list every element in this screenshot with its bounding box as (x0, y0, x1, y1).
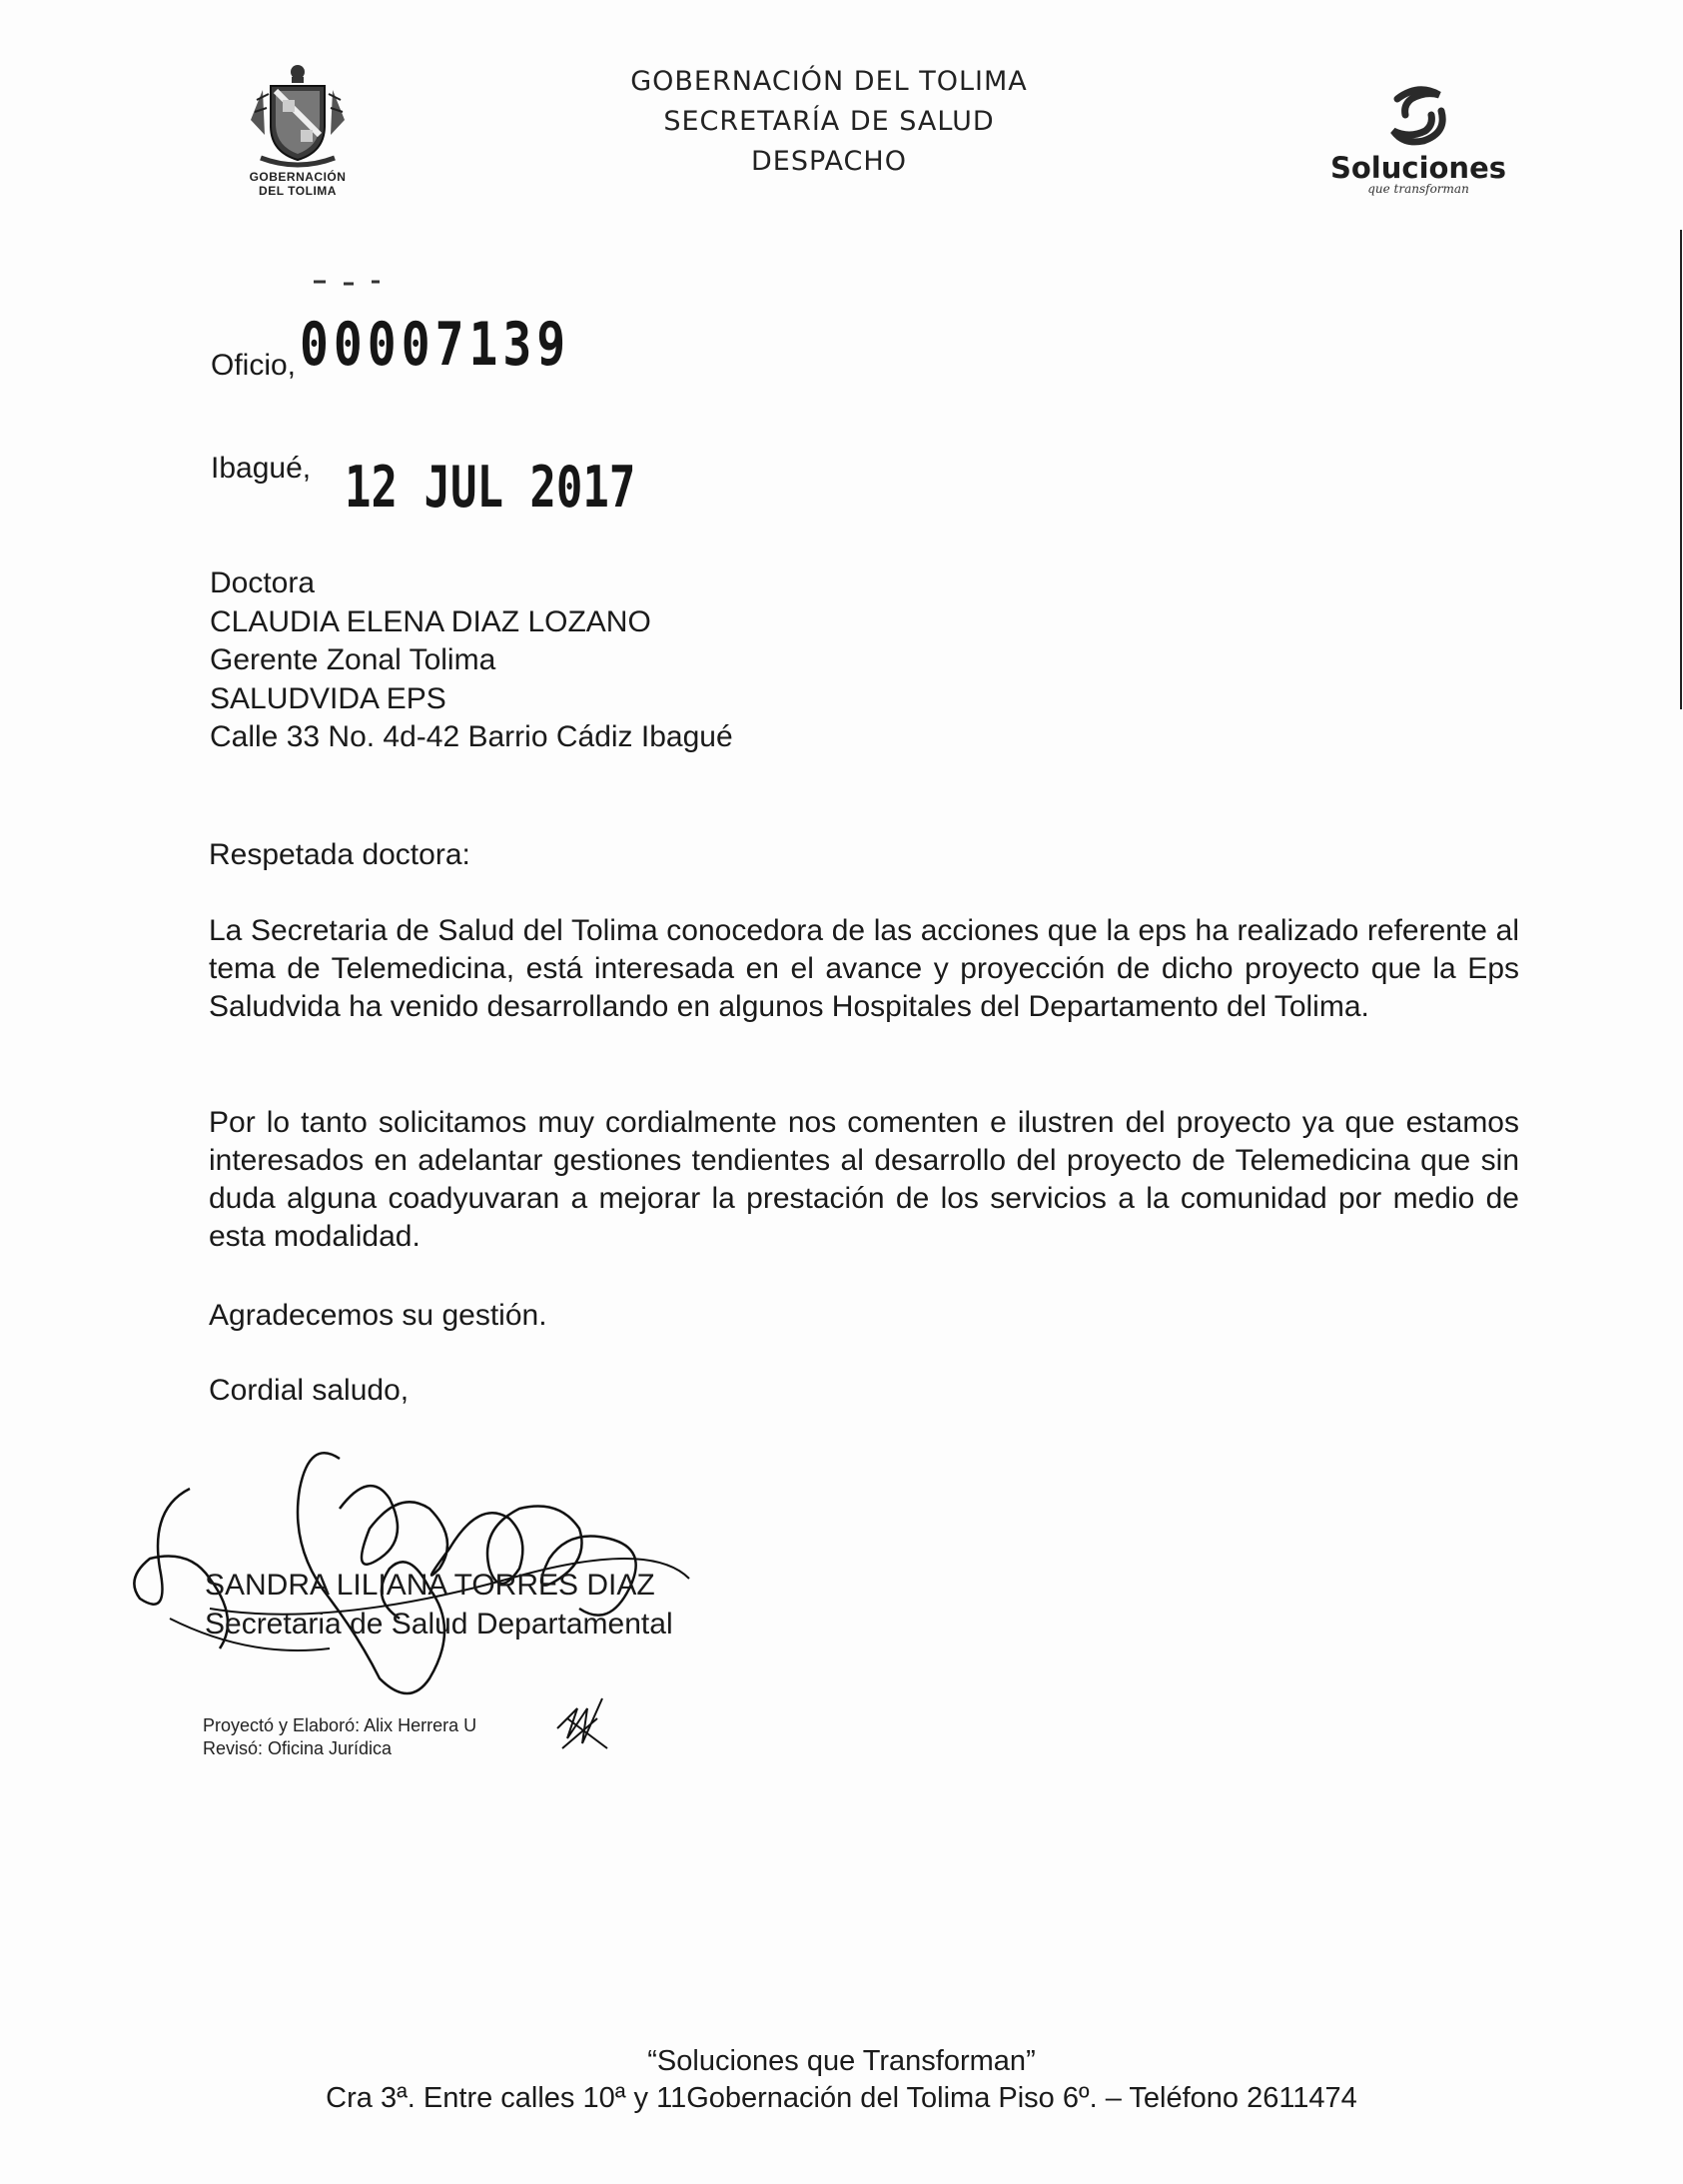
recipient-title: Doctora (210, 566, 316, 599)
letterhead-line2: SECRETARÍA DE SALUD (663, 106, 995, 137)
soluciones-logo (1318, 85, 1518, 196)
recipient-organization: SALUDVIDA EPS (210, 681, 446, 715)
closing-line: Cordial saludo, (209, 1374, 410, 1407)
footer-slogan: “Soluciones que Transforman” (647, 2045, 1036, 2077)
recipient-name: CLAUDIA ELENA DIAZ LOZANO (210, 604, 651, 638)
brand-name: Soluciones (1329, 151, 1507, 185)
brand-tagline: que transforman (1367, 182, 1469, 196)
date-stamp: 12 JUL 2017 (345, 455, 636, 522)
swirl-logo-icon (1383, 85, 1453, 147)
salutation: Respetada doctora: (209, 838, 470, 871)
letterhead-line1: GOBERNACIÓN DEL TOLIMA (630, 66, 1028, 97)
oficio-number-stamp: 00007139 (300, 310, 571, 380)
prepared-by: Proyectó y Elaboró: Alix Herrera U (203, 1715, 477, 1735)
scan-marks (310, 268, 410, 288)
oficio-label: Oficio, (211, 349, 297, 382)
city-label: Ibagué, (211, 452, 312, 485)
signer-title: Secretaria de Salud Departamental (205, 1608, 673, 1640)
recipient-position: Gerente Zonal Tolima (210, 643, 496, 676)
coat-of-arms-icon (243, 60, 353, 170)
recipient-block (210, 564, 733, 757)
letterhead-line3: DESPACHO (751, 146, 907, 177)
crest-caption-line2: DEL TOLIMA (259, 184, 337, 198)
body-paragraph-1: La Secretaria de Salud del Tolima conocedora de las acciones que la eps ha realizado referente al tema de Telemedicina, está interesada en el avance y proyección de dicho proyecto que la Eps Saludvida ha venido desarrollando en algunos Hospitales del Departamento del Tolima. (209, 914, 1519, 1023)
signer-name: SANDRA LILIANA TORRES DIAZ (205, 1569, 655, 1602)
thanks-line: Agradecemos su gestión. (209, 1299, 547, 1332)
gobernacion-crest-logo (228, 60, 368, 210)
initials-mark (547, 1688, 617, 1758)
scan-edge-line (1680, 230, 1682, 709)
letterhead-title (559, 62, 1099, 182)
recipient-address: Calle 33 No. 4d-42 Barrio Cádiz Ibagué (210, 720, 733, 753)
footer-address: Cra 3ª. Entre calles 10ª y 11Gobernación del Tolima Piso 6º. – Teléfono 2611474 (326, 2082, 1357, 2114)
crest-caption-line1: GOBERNACIÓN (249, 170, 347, 184)
reviewed-by: Revisó: Oficina Jurídica (203, 1738, 393, 1758)
body-paragraph-2: Por lo tanto solicitamos muy cordialmente nos comenten e ilustren del proyecto ya que estamos interesados en adelantar gestiones tendientes al desarrollo del proyecto de Telemedicina que sin duda alguna coadyuvaran a mejorar la prestación de los servicios a la comunidad por medio de esta modalidad. (209, 1106, 1519, 1253)
